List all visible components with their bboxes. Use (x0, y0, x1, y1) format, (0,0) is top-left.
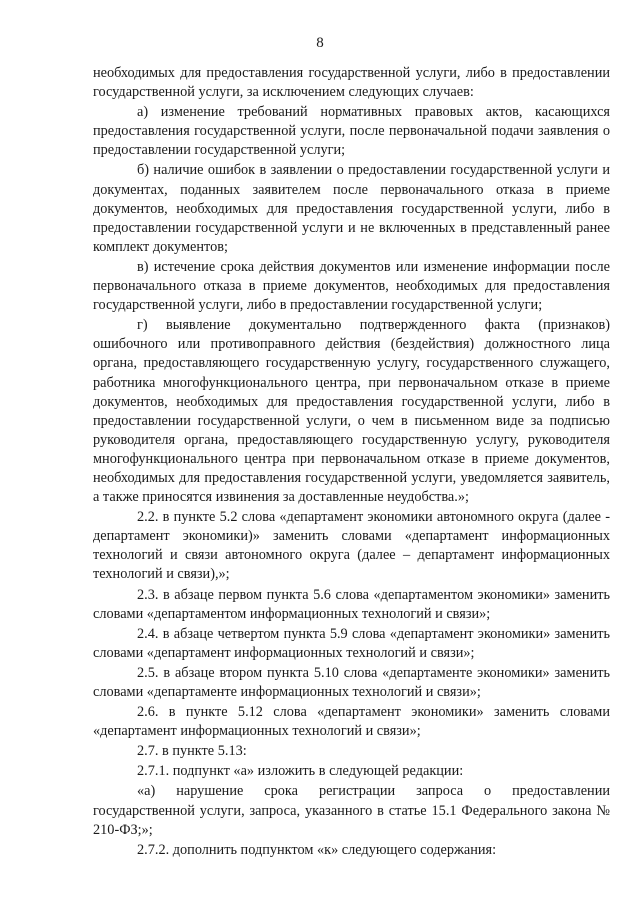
paragraph: г) выявление документально подтвержденного факта (признаков) ошибочного или противоправного действия (бездействия) должностного лица органа, предоставляющего государственную услугу, государственного служащего, работника многофункционального центра, при первоначальном отказе в приеме документов, необходимых для предоставления государственной услуги, либо в предоставлении государственной услуги, о чем в письменном виде за подписью руководителя органа, предоставляющего государственную услугу, руководителя многофункционального центра при первоначальном отказе в приеме документов, необходимых для предоставления государственной услуги, уведомляется заявитель, а также приносятся извинения за доставленные неудобства.»; (93, 317, 610, 506)
paragraph: 2.7.2. дополнить подпунктом «к» следующего содержания: (137, 841, 497, 858)
paragraph: 2.6. в пункте 5.12 слова «департамент экономики» заменить словами «департамент информационных технологий и связи»; (93, 704, 610, 740)
paragraph: 2.3. в абзаце первом пункта 5.6 слова «департаментом экономики» заменить словами «департаментом информационных технологий и связи»; (93, 586, 610, 622)
paragraph: б) наличие ошибок в заявлении о предоставлении государственной услуги и документах, поданных заявителем после первоначального отказа в приеме документов, необходимых для предоставления государственной услуги, либо в предоставлении государственной услуги и не включенных в представленный ранее комплект документов; (93, 162, 610, 255)
paragraph: в) истечение срока действия документов или изменение информации после первоначального отказа в приеме документов, необходимых для предоставления государственной услуги, либо в предоставлении государственной услуги; (93, 258, 610, 314)
page-number: 8 (316, 35, 324, 51)
paragraph: 2.7. в пункте 5.13: (137, 743, 247, 760)
paragraph: 2.5. в абзаце втором пункта 5.10 слова «департаменте экономики» заменить словами «департаменте информационных технологий и связи»; (93, 664, 610, 700)
paragraph: 2.7.1. подпункт «а» изложить в следующей редакции: (137, 763, 464, 780)
document-body (93, 64, 610, 860)
paragraph: необходимых для предоставления государственной услуги, либо в предоставлении государственной услуги, за исключением следующих случаев: (93, 65, 610, 101)
paragraph: «а) нарушение срока регистрации запроса о предоставлении государственной услуги, запроса, указанного в статье 15.1 Федерального закона № 210-ФЗ;»; (93, 783, 610, 838)
paragraph: а) изменение требований нормативных правовых актов, касающихся предоставления государственной услуги, после первоначальной подачи заявления о предоставлении государственной услуги; (93, 104, 610, 159)
paragraph: 2.4. в абзаце четвертом пункта 5.9 слова «департамент экономики» заменить словами «департамент информационных технологий и связи»; (93, 625, 610, 661)
paragraph: 2.2. в пункте 5.2 слова «департамент экономики автономного округа (далее - департамент экономики)» заменить словами «департамент информационных технологий и связи автономного округа (далее – департамент информационных технологий и связи),»; (93, 509, 610, 583)
